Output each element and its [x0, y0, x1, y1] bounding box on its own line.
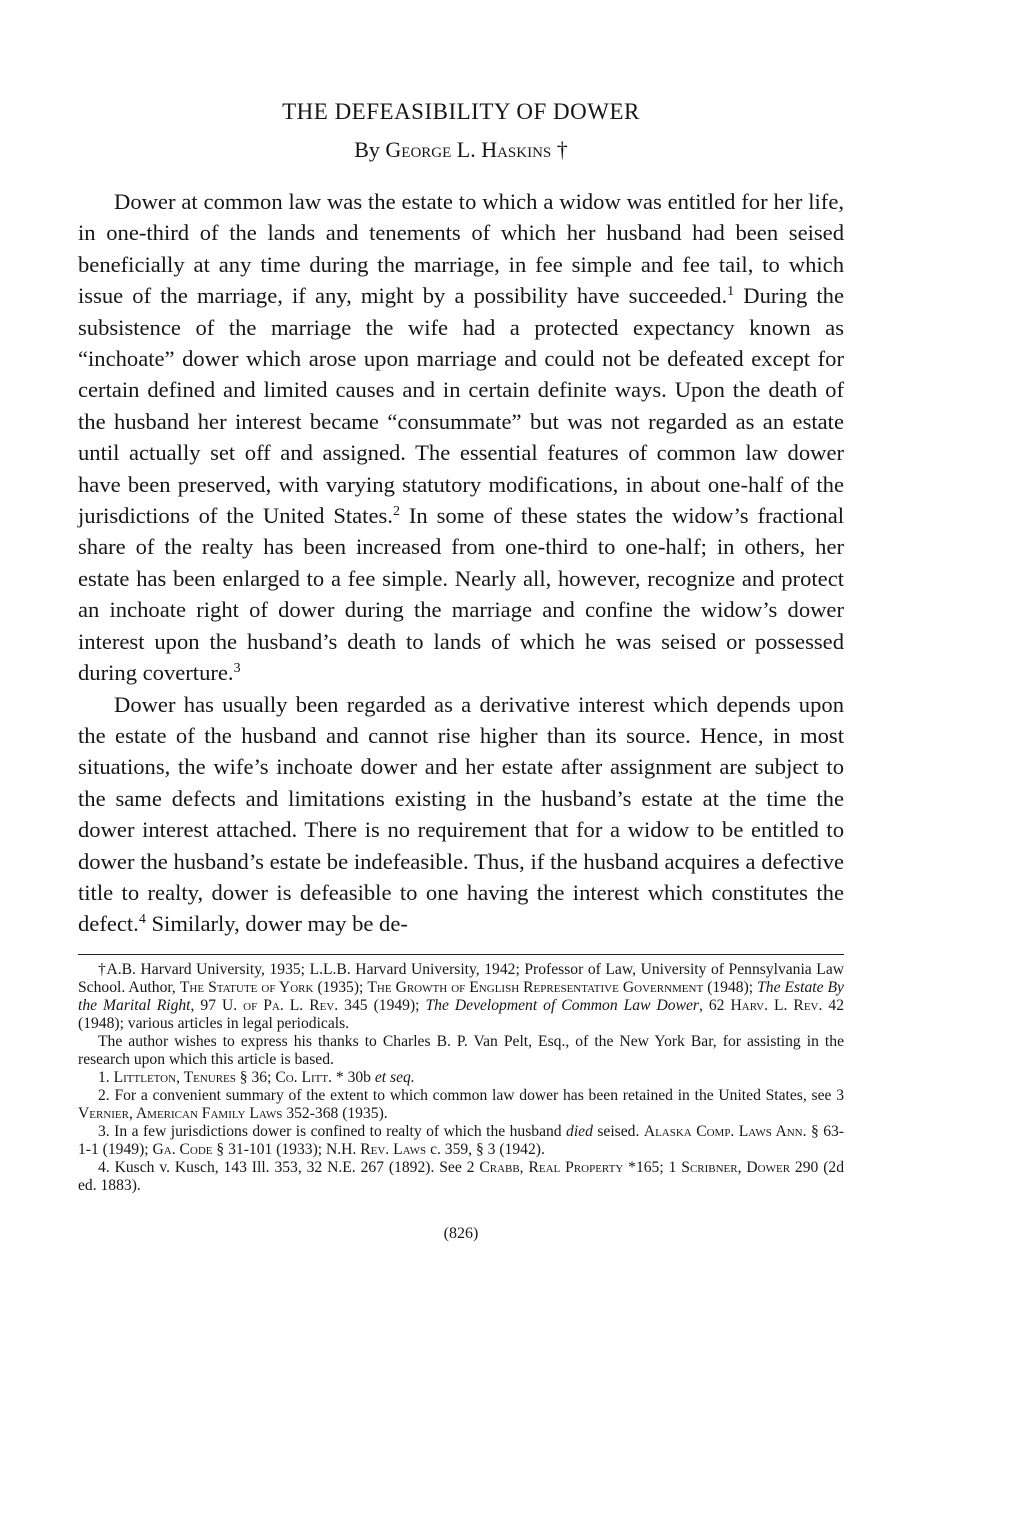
fn-text: , 62: [698, 996, 731, 1014]
author-dagger: †: [556, 137, 568, 162]
fn-italic: died: [566, 1122, 593, 1140]
fn-text: c. 359, § 3 (1942).: [426, 1140, 545, 1158]
fn-text: 42 (1948); various articles in legal periodicals.: [78, 996, 844, 1032]
byline: [78, 134, 844, 166]
footnote-1: [78, 1069, 844, 1087]
fn-citation: Ga. Code: [152, 1140, 213, 1158]
footnote-divider: [78, 954, 844, 955]
paragraph-1-text-b: During the subsistence of the marriage the wife had a protected expectancy known as “inchoate” dower which arose upon marriage and could not be defeated except for certain defined and limited causes and in certain definite ways. Upon the death of the husband her interest became “consummate” but was not regarded as an estate until actually set off and assigned. The essential features of common law dower have been preserved, with varying statutory modifications, in about one-half of the jurisdictions of the United States.: [78, 283, 844, 529]
fn-text: 352-368 (1935).: [282, 1104, 388, 1122]
footnote-ref-4: 4: [138, 912, 146, 928]
fn-citation: Littleton, Tenures: [113, 1068, 236, 1086]
footnote-ref-2: 2: [392, 504, 400, 520]
dagger-mark: †: [98, 960, 107, 978]
fn-text: * 30b: [331, 1068, 375, 1086]
fn-text: A.B. Harvard University, 1935; L.L.B. Harvard University, 1942; Professor of Law, University of Pennsylvania Law School. Author,: [78, 960, 845, 996]
fn-citation: Vernier, American Family Laws: [78, 1104, 283, 1122]
paragraph-2-text-a: Dower has usually been regarded as a derivative interest which depends upon the estate of the husband and cannot rise higher than its source. Hence, in most situations, the wife’s inchoate dower and her estate after assignment are subject to the same defects and limitations existing in the husband’s estate at the time the dower interest attached. There is no requirement that for a widow to be entitled to dower the husband’s estate be indefeasible. Thus, if the husband acquires a defective title to realty, dower is defeasible to one having the interest which constitutes the defect.: [78, 691, 844, 937]
paragraph-2-text-b: Similarly, dower may be de-: [145, 911, 408, 937]
fn-number: 2.: [98, 1086, 115, 1104]
footnote-3: [78, 1123, 844, 1159]
fn-citation: Co. Litt.: [275, 1068, 332, 1086]
footnotes: [78, 961, 844, 1195]
paragraph-1: [78, 186, 844, 689]
fn-text: (1948);: [703, 978, 758, 996]
fn-number: 3.: [98, 1122, 115, 1140]
fn-italic: et seq.: [374, 1068, 415, 1086]
fn-text: § 36;: [235, 1068, 276, 1086]
footnote-thanks: The author wishes to express his thanks to Charles B. P. Van Pelt, Esq., of the New York Bar, for assisting in the research upon which this article is based.: [78, 1032, 844, 1068]
fn-citation: Rev. Laws: [360, 1140, 427, 1158]
byline-prefix: By: [354, 137, 386, 162]
fn-text: Kusch v. Kusch, 143 Ill. 353, 32 N.E. 267 (1892). See 2: [114, 1158, 480, 1176]
article-title: THE DEFEASIBILITY OF DOWER: [282, 99, 640, 124]
fn-text: In a few jurisdictions dower is confined to realty of which the husband: [114, 1122, 567, 1140]
paragraph-1-text-c: In some of these states the widow’s fractional share of the realty has been increased from one-third to one-half; in others, her estate has been enlarged to a fee simple. Nearly all, however, recognize and protect an inchoate right of dower during the marriage and confine the widow’s dower interest upon the husband’s death to lands of which he was seised or possessed during coverture.: [78, 503, 844, 686]
fn-citation: Crabb, Real Property: [479, 1158, 624, 1176]
fn-citation: Alaska Comp. Laws Ann.: [643, 1122, 807, 1140]
fn-number: 4.: [98, 1158, 115, 1176]
fn-text: *165; 1: [623, 1158, 682, 1176]
fn-text: 290 (2d ed. 1883).: [78, 1158, 845, 1194]
fn-text: For a convenient summary of the extent to which common law dower has been retained in the United States, see 3: [114, 1086, 844, 1104]
footnote-4: [78, 1159, 844, 1195]
footnote-ref-3: 3: [233, 661, 241, 677]
fn-text: (1935);: [313, 978, 368, 996]
fn-citation: The Growth of English Representative Government: [367, 978, 704, 996]
fn-citation: The Statute of York: [179, 978, 314, 996]
paragraph-1-text-a: Dower at common law was the estate to which a widow was entitled for her life, in one-third of the lands and tenements of which her husband had been seised beneficially at any time during the marriage, in fee simple and fee tail, to which issue of the marriage, if any, might by a possibility have succeeded.: [78, 189, 844, 309]
footnote-ref-1: 1: [727, 284, 735, 300]
footnote-2: [78, 1087, 844, 1123]
fn-citation: Harv. L. Rev.: [730, 996, 823, 1014]
fn-text: 345 (1949);: [338, 996, 426, 1014]
footnote-dagger: [78, 961, 844, 1033]
fn-text: seised.: [592, 1122, 644, 1140]
fn-citation: U. of Pa. L. Rev.: [222, 996, 339, 1014]
fn-number: 1.: [98, 1068, 114, 1086]
fn-text: § 63-1-1 (1949);: [78, 1122, 844, 1158]
author-name: George L. Haskins: [385, 137, 552, 162]
fn-text: § 31-101 (1933); N.H.: [212, 1140, 361, 1158]
fn-italic: The Estate By the Marital Right: [78, 978, 844, 1014]
page-number: (826): [443, 1224, 479, 1242]
fn-text: , 97: [190, 996, 223, 1014]
paragraph-2: [78, 689, 844, 940]
fn-citation: Scribner, Dower: [681, 1158, 791, 1176]
fn-italic: The Development of Common Law Dower: [425, 996, 699, 1014]
article-body: [78, 186, 844, 940]
